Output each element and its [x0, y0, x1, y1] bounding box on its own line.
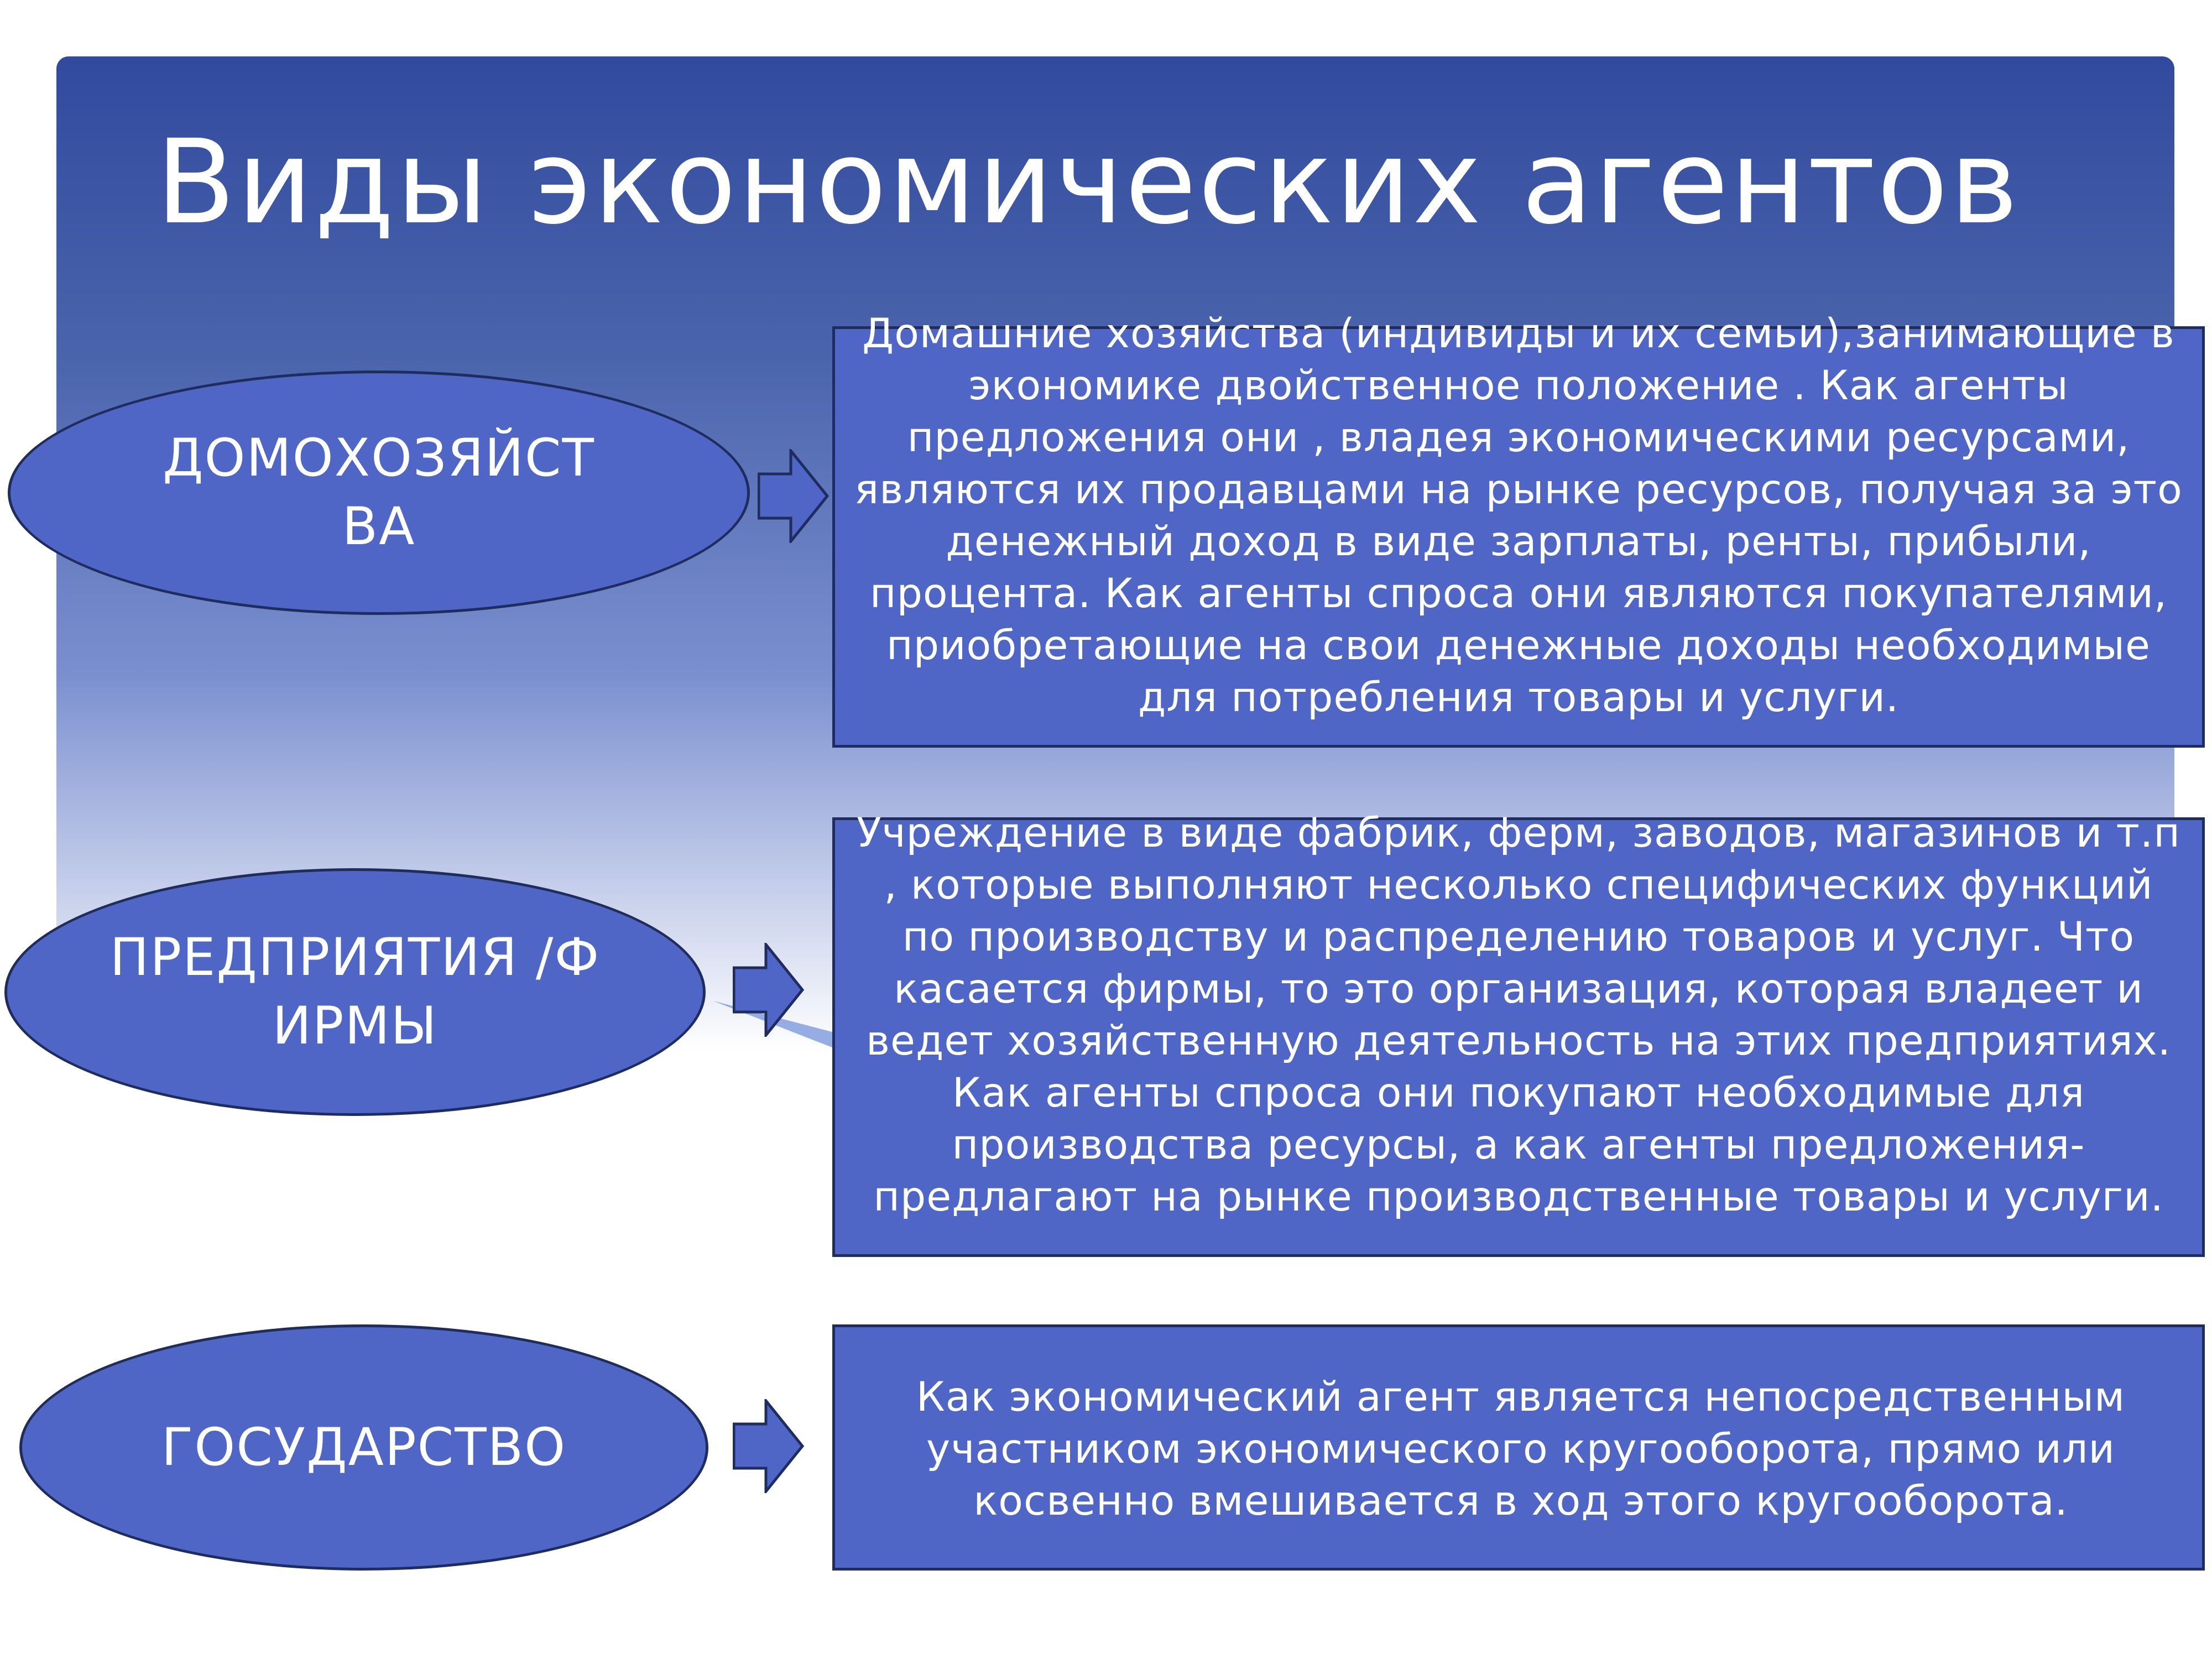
description-text-households: Домашние хозяйства (индивиды и их семьи),занимающие в экономике двойственное положение . Как агенты предложения они , владея экономическими ресурсами, являются их продавцами на рынке ресурсов, получая за это денежный доход в виде зарплаты, ренты, прибыли, процента. Как агенты спроса они являются покупателями, приобретающие на свои денежные доходы необходимые для потребления товары и услуги.: [854, 310, 2183, 721]
arrow-right-icon: [733, 943, 805, 1037]
page-title: Виды экономических агентов: [155, 114, 2020, 250]
arrow-right-icon: [758, 449, 830, 543]
ellipse-label-enterprises: ПРЕДПРИЯТИЯ /ФИРМЫ: [109, 927, 601, 1056]
ellipse-label-households: ДОМОХОЗЯЙСТ ВА: [163, 428, 595, 557]
ellipse-households: [8, 371, 750, 615]
description-text-enterprises: Учреждение в виде фабрик, ферм, заводов, магазинов и т.п , которые выполняют несколько специфических функций по производству и распределению товаров и услуг. Что касается фирмы, то это организация, которая владеет и ведет хозяйственную деятельность на этих предприятиях. Как агенты спроса они покупают необходимые для производства ресурсы, а как агенты предложения-предлагают на рынке производственные товары и услуги.: [857, 810, 2180, 1220]
description-text-state: Как экономический агент является непосредственным участником экономического кругооборота, прямо или косвенно вмешивается в ход этого кругооборота.: [916, 1374, 2126, 1525]
ellipse-enterprises: [4, 868, 706, 1116]
arrow-right-icon: [733, 1399, 805, 1493]
ellipse-label-state: ГОСУДАРСТВО: [161, 1417, 567, 1478]
ellipse-state: [19, 1324, 708, 1571]
